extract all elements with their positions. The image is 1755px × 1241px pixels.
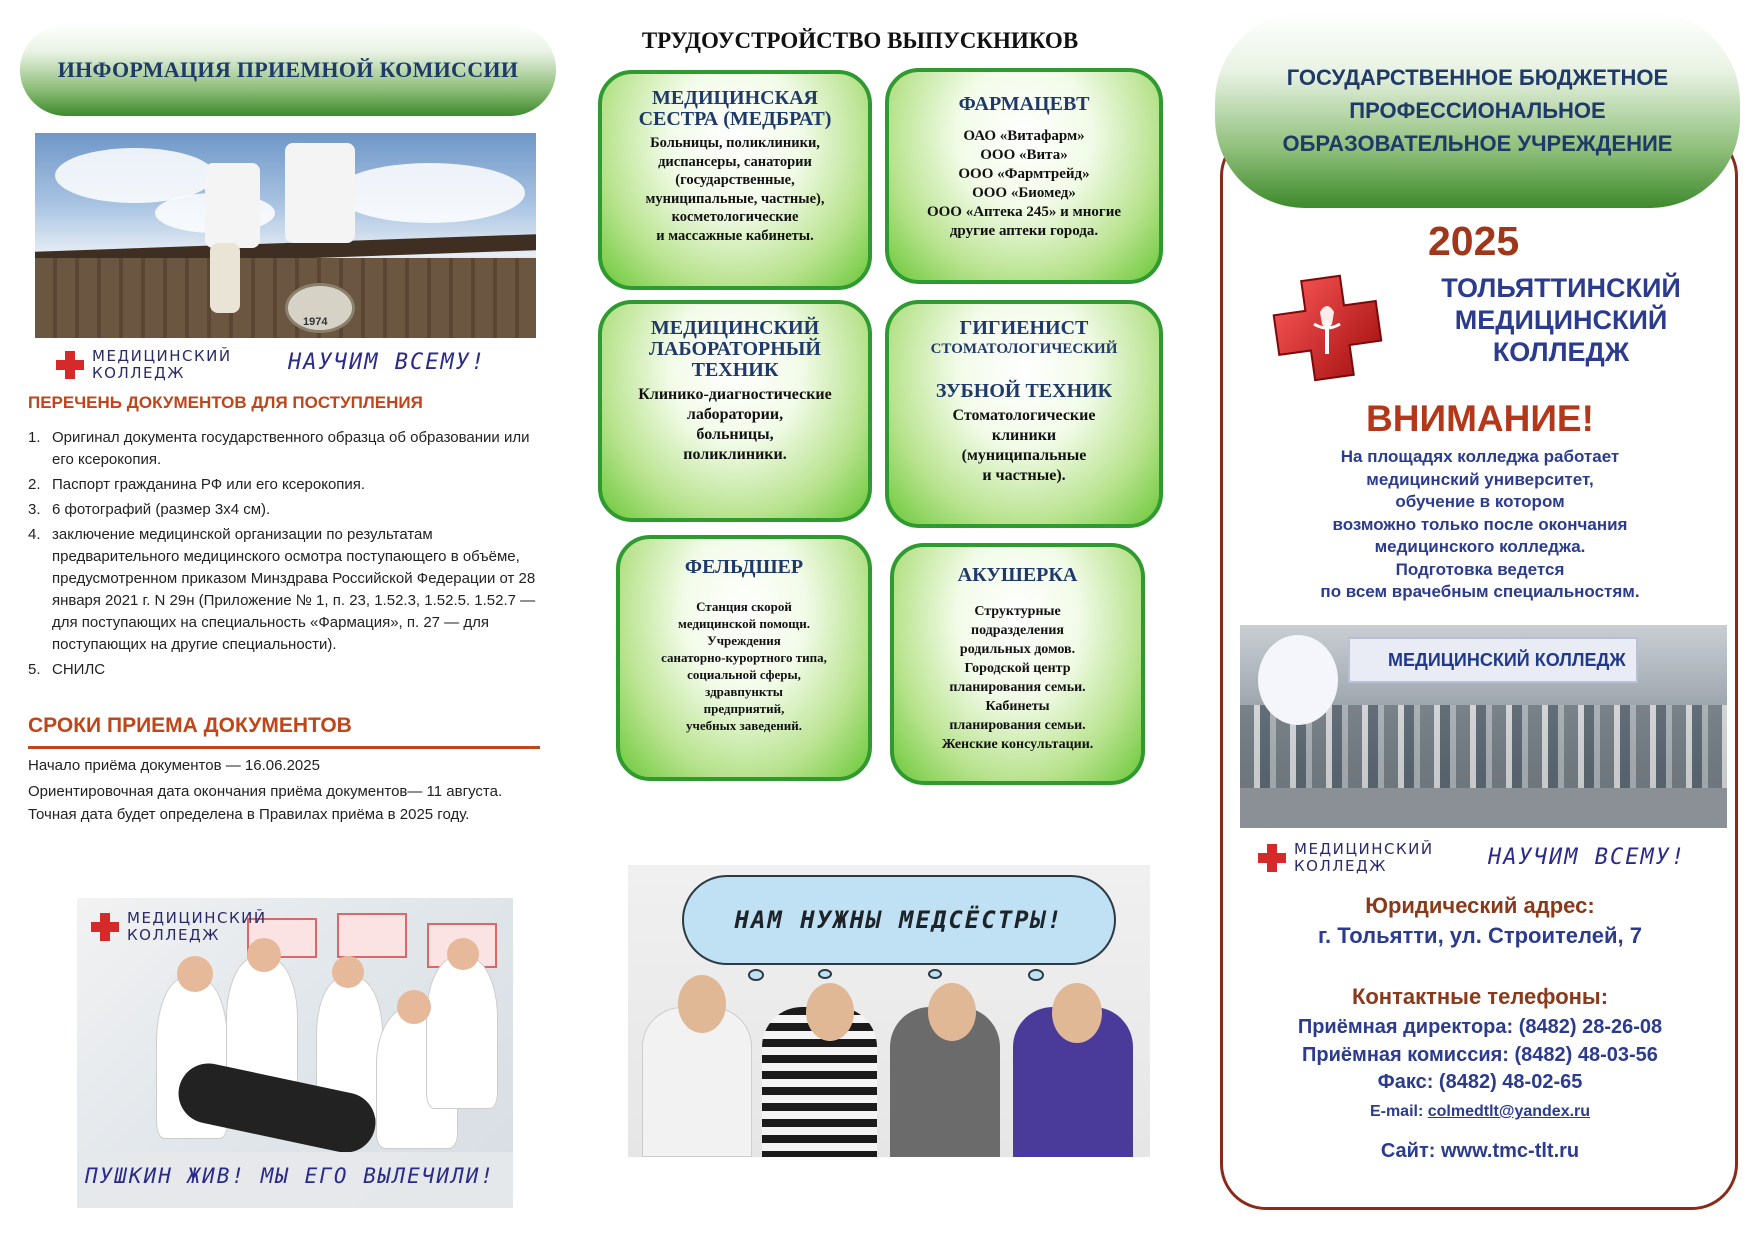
email-link[interactable]: colmedtlt@yandex.ru [1427, 1103, 1591, 1120]
parade-banner-text: МЕДИЦИНСКИЙ КОЛЛЕДЖ [1388, 649, 1626, 670]
email-label: E-mail: [1369, 1103, 1428, 1120]
thought-bubble-text: НАМ НУЖНЫ МЕДСЁСТРЫ! [734, 906, 1064, 934]
fax: Факс: (8482) 48-02-65 [1377, 1071, 1583, 1093]
card-midwife-body: Структурные подразделения родильных домов. Городской центр планирования семьи. Кабинеты планирования семьи. Женские консультации. [941, 604, 1094, 752]
admission-info-header [20, 24, 556, 116]
red-cross-icon [91, 913, 119, 941]
year: 2025 [1428, 218, 1520, 264]
emblem-year: 1974 [303, 316, 328, 328]
card-pharmacist [885, 68, 1163, 284]
section-divider [28, 746, 540, 749]
address: г. Тольятти, ул. Строителей, 7 [1318, 923, 1642, 948]
card-nurse [598, 70, 872, 290]
institution-type: ГОСУДАРСТВЕННОЕ БЮДЖЕТНОЕ ПРОФЕССИОНАЛЬНОЕ ОБРАЗОВАТЕЛЬНОЕ УЧРЕЖДЕНИЕ [1282, 64, 1673, 156]
college-logo [56, 348, 232, 382]
students-on-roof-photo [35, 133, 536, 338]
college-flag-icon [1258, 635, 1338, 725]
email-line [1240, 1103, 1720, 1121]
nurses-photo-caption: ПУШКИН ЖИВ! МЫ ЕГО ВЫЛЕЧИЛИ! [85, 1164, 496, 1188]
logo-text: МЕДИЦИНСКИЙ КОЛЛЕДЖ [92, 347, 232, 382]
card-hygienist-subtitle: СТОМАТОЛОГИЧЕСКИЙ [930, 341, 1118, 357]
list-item: 3. 6 фотографий (размер 3х4 см). [28, 501, 271, 518]
college-logo-right [1258, 841, 1434, 875]
documents-list [28, 427, 544, 684]
card-midwife-title: АКУШЕРКА [957, 564, 1078, 586]
medical-cross-logo-icon [1270, 272, 1385, 384]
start-date: Начало приёма документов — 16.06.2025 [28, 757, 320, 774]
thought-bubble [682, 875, 1116, 965]
phone-director: Приёмная директора: (8482) 28-26-08 [1297, 1016, 1663, 1038]
nurses-photo-logo: МЕДИЦИНСКИЙ КОЛЛЕДЖ [91, 910, 267, 944]
card-nurse-title: МЕДИЦИНСКАЯ СЕСТРА (МЕДБРАТ) [638, 87, 832, 130]
employment-title: ТРУДОУСТРОЙСТВО ВЫПУСКНИКОВ [641, 28, 1079, 53]
list-item: 1. Оригинал документа государственного образца об образовании или его ксерокопия. [28, 429, 530, 468]
attention-heading: ВНИМАНИЕ! [1366, 398, 1594, 439]
slogan: НАУЧИМ ВСЕМУ! [288, 350, 487, 375]
card-hygienist [885, 300, 1163, 528]
card-paramedic-body: Станция скорой медицинской помощи. Учреждения санаторно-курортного типа, социальной сферы, здравпункты предприятий, учебных заведений. [661, 599, 827, 733]
card-lab-body: Клинико-диагностические лаборатории, больницы, поликлиники. [638, 386, 832, 463]
parade-photo [1240, 625, 1727, 828]
list-item: 5. СНИЛС [28, 661, 106, 678]
slogan-right: НАУЧИМ ВСЕМУ! [1488, 845, 1687, 870]
phone-commission: Приёмная комиссия: (8482) 48-03-56 [1302, 1044, 1658, 1066]
guys-photo [628, 865, 1150, 1157]
card-pharmacist-body: ОАО «Витафарм» ООО «Вита» ООО «Фармтрейд» ООО «Биомед» ООО «Аптека 245» и многие другие аптеки города. [926, 128, 1122, 239]
address-title: Юридический адрес: [1365, 893, 1595, 918]
card-lab-technician [598, 300, 872, 522]
card-dental-technician-title: ЗУБНОЙ ТЕХНИК [935, 380, 1113, 402]
documents-list-title: ПЕРЕЧЕНЬ ДОКУМЕНТОВ ДЛЯ ПОСТУПЛЕНИЯ [28, 393, 423, 412]
end-date: Ориентировочная дата окончания приёма документов— 11 августа. Точная дата будет определена в Правилах приёма в 2025 году. [28, 783, 503, 823]
deadlines-title: СРОКИ ПРИЕМА ДОКУМЕНТОВ [28, 714, 352, 737]
card-nurse-body: Больницы, поликлиники, диспансеры, санатории (государственные, муниципальные, частные), косметологические и массажные кабинеты. [645, 135, 825, 244]
card-pharmacist-title: ФАРМАЦЕВТ [958, 93, 1090, 115]
red-cross-icon [1258, 844, 1286, 872]
logo-text: МЕДИЦИНСКИЙ КОЛЛЕДЖ [1294, 840, 1434, 875]
red-cross-icon [56, 351, 84, 379]
card-midwife [890, 543, 1145, 785]
institution-header [1215, 12, 1740, 208]
deadlines-text [28, 754, 544, 826]
card-lab-title: МЕДИЦИНСКИЙ ЛАБОРАТОРНЫЙ ТЕХНИК [649, 317, 821, 381]
card-hygienist-title: ГИГИЕНИСТ [959, 317, 1089, 339]
list-item: 2. Паспорт гражданина РФ или его ксерокопия. [28, 476, 366, 493]
website[interactable]: Сайт: www.tmc-tlt.ru [1380, 1140, 1580, 1162]
phones-title: Контактные телефоны: [1351, 984, 1609, 1009]
card-hygienist-body: Стоматологические клиники (муниципальные и частные). [952, 407, 1096, 484]
admission-info-title: ИНФОРМАЦИЯ ПРИЕМНОЙ КОМИССИИ [57, 57, 519, 82]
parade-banner [1348, 637, 1638, 683]
attention-text: На площадях колледжа работает медицинский университет, обучение в котором возможно только после окончания медицинского колледжа. Подготовка ведется по всем врачебным специальностям. [1320, 447, 1640, 601]
nurses-photo [77, 898, 513, 1208]
list-item: 4. заключение медицинской организации по результатам предварительного медицинского осмотра поступающего в объёме, предусмотренном приказом Минздрава Российской Федерации от 28 января 2021 г. N 29н (Приложение № 1, п. 23, 1.52.3, 1.52.5. 1.52.7 — для поступающих на специальность «Фармация», п. 27 — для поступающих на другие специальности). [28, 526, 536, 653]
card-paramedic [616, 535, 872, 781]
college-name: ТОЛЬЯТТИНСКИЙ МЕДИЦИНСКИЙ КОЛЛЕДЖ [1441, 273, 1681, 367]
card-paramedic-title: ФЕЛЬДШЕР [684, 556, 804, 578]
